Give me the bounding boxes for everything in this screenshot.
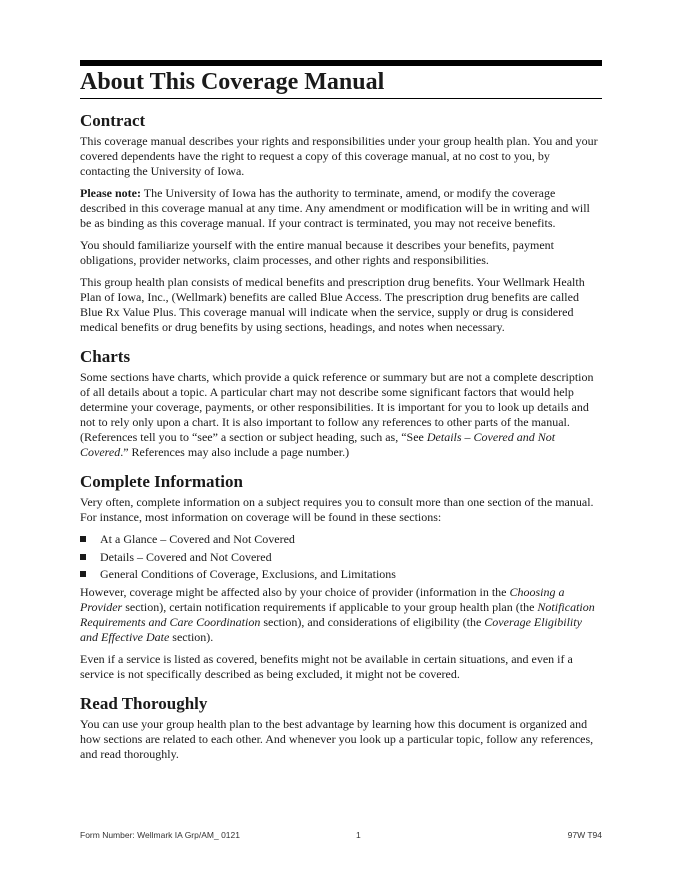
list-item: General Conditions of Coverage, Exclusions, and Limitations xyxy=(80,567,602,582)
complete-info-heading: Complete Information xyxy=(80,472,243,491)
eligibility-reference: Coverage Eligibility and Effective Date xyxy=(80,614,582,644)
footer-code: 97W T94 xyxy=(567,830,602,840)
bullet-icon xyxy=(80,536,86,542)
notification-reference: Notification Requirements and Care Coordination xyxy=(80,599,595,629)
note-label: Please note: xyxy=(80,186,141,200)
list-item: At a Glance – Covered and Not Covered xyxy=(80,532,602,547)
top-rule xyxy=(80,60,602,66)
document-page xyxy=(80,60,602,769)
contract-heading: Contract xyxy=(80,111,146,130)
charts-paragraph xyxy=(80,370,602,460)
bullet-icon xyxy=(80,571,86,577)
contract-note xyxy=(80,186,602,231)
charts-text-a: Some sections have charts, which provide a quick reference or summary but are not a complete description of all details about a topic. A particular chart may not describe some significant factors that would help determine your coverage, payments, or other responsibilities. It is important for you to look up details and not to rely only upon a chart. It is also important to follow any references to other parts of the manual. (References tell you to “see” a section or subject heading, such as, “See xyxy=(80,370,594,444)
page-title: About This Coverage Manual xyxy=(80,68,602,99)
choosing-provider-reference: Choosing a Provider xyxy=(80,584,565,614)
complete-info-paragraph-1: Very often, complete information on a subject requires you to consult more than one section of the manual. For instance, most information on coverage will be found in these sections: xyxy=(80,495,594,524)
note-text: The University of Iowa has the authority to terminate, amend, or modify the coverage described in this coverage manual at any time. Any amendment or modification will be in writing and will be as binding as this coverage manual. If your contract is terminated, you may not receive benefits. xyxy=(80,186,590,230)
bullet-icon xyxy=(80,554,86,560)
page-footer xyxy=(80,830,602,844)
charts-reference: Details – Covered and Not Covered xyxy=(80,430,556,459)
contract-paragraph-1: This coverage manual describes your rights and responsibilities under your group health plan. You and your covered dependents have the right to request a copy of this coverage manual, at no cost to you, by contacting the University of Iowa. xyxy=(80,134,598,178)
charts-heading: Charts xyxy=(80,347,131,366)
page-number: 1 xyxy=(356,830,361,840)
read-thoroughly-heading: Read Thoroughly xyxy=(80,693,208,713)
read-thoroughly-paragraph: You can use your group health plan to the best advantage by learning how this document is organized and how sections are related to each other. And whenever you look up a particular topic, follow any references, and read thoroughly. xyxy=(80,716,594,761)
contract-paragraph-3: You should familiarize yourself with the entire manual because it describes your benefits, payment obligations, provider networks, claim processes, and other rights and responsibilities. xyxy=(80,238,554,267)
form-number: Form Number: Wellmark IA Grp/AM_ 0121 xyxy=(80,830,240,840)
list-item: Details – Covered and Not Covered xyxy=(80,550,602,565)
complete-info-paragraph-2: However, coverage might be affected also by your choice of provider (information in the Choosing a Provider section), certain notification requirements if applicable to your group health plan (the Notification Requirements and Care Coordination section), and considerations of eligibility (the Coverage Eligibility and Effective Date section). xyxy=(80,584,595,644)
charts-text-b: .” References may also include a page number.) xyxy=(120,445,350,459)
contract-paragraph-4: This group health plan consists of medical benefits and prescription drug benefits. Your Wellmark Health Plan of Iowa, Inc., (Wellmark) benefits are called Blue Access. The prescription drug benefits are called Blue Rx Value Plus. This coverage manual will indicate when the service, supply or drug is considered medical benefits or drug benefits by using sections, headings, and notes when necessary. xyxy=(80,275,585,334)
complete-info-paragraph-3: Even if a service is listed as covered, benefits might not be available in certain situations, and even if a service is not specifically described as being excluded, it might not be covered. xyxy=(80,651,573,681)
section-list xyxy=(80,532,602,582)
